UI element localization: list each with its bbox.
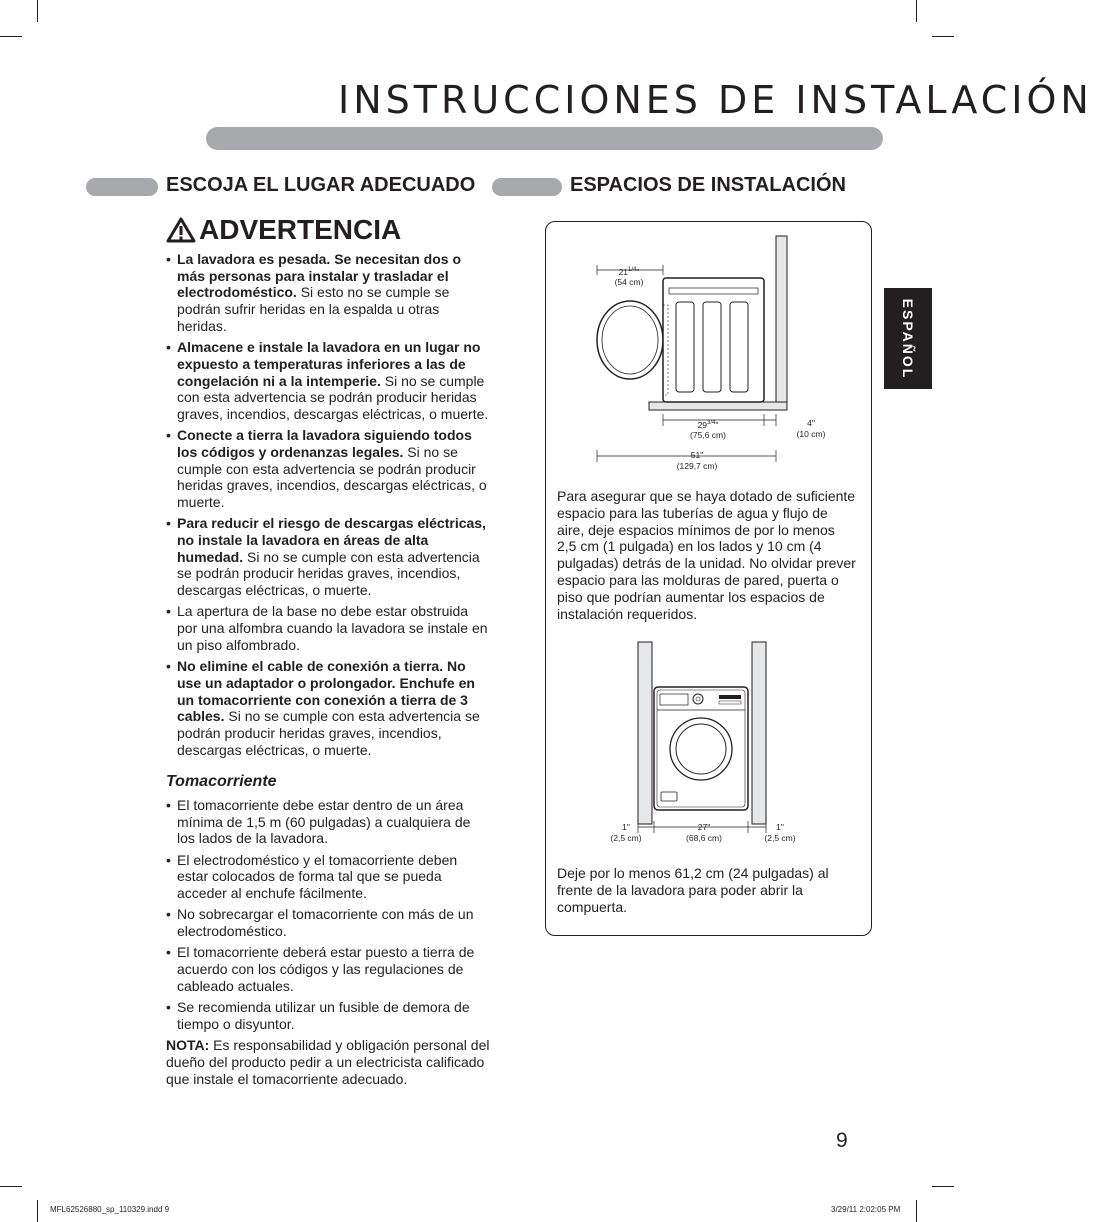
crop-mark xyxy=(0,1186,22,1187)
dim-total: 51" (129,7 cm) xyxy=(676,450,718,471)
footer-file: MFL62526880_sp_110329.indd 9 xyxy=(50,1205,170,1214)
outlet-list xyxy=(166,797,490,1033)
list-item: • Se recomienda utilizar un fusible de demora de tiempo o disyuntor. xyxy=(166,999,490,1032)
crop-mark xyxy=(37,0,38,22)
page-title: INSTRUCCIONES DE INSTALACIÓN xyxy=(338,78,1093,122)
dim-door-width: $21^{1/4}$" (54 cm) xyxy=(614,266,644,288)
language-tab-label: ESPAÑOL xyxy=(900,298,916,379)
front-view-diagram xyxy=(545,630,871,840)
list-item: • La lavadora es pesada. Se necesitan dos o más personas para instalar y trasladar el electrodoméstico. Si esto no se cumple se podrán sufrir heridas en la espalda u otras heridas. xyxy=(166,251,490,335)
front-clearance-paragraph: Deje por lo menos 61,2 cm (24 pulgadas) al frente de la lavadora para poder abrir la compuerta. xyxy=(557,865,829,915)
dim-washer-width: 27" (68,6 cm) xyxy=(686,822,722,843)
warning-list xyxy=(166,251,490,758)
list-item: • Almacene e instale la lavadora en un lugar no expuesto a temperaturas inferiores a las de congelación ni a la intemperie. Si no se cumple con esta advertencia se podrán producir heridas graves, incendios, descargas eléctricas, o muerte. xyxy=(166,339,490,423)
list-item: • El tomacorriente deberá estar puesto a tierra de acuerdo con los códigos y las regulaciones de cableado actuales. xyxy=(166,944,490,994)
note: NOTA: Es responsabilidad y obligación personal del dueño del producto pedir a un electricista calificado que instale el tomacorriente adecuado. xyxy=(166,1037,490,1087)
crop-mark xyxy=(932,1186,954,1187)
list-item: • No elimine el cable de conexión a tierra. No use un adaptador o prolongador. Enchufe en un tomacorriente con conexión a tierra de 3 cables. Si no se cumple con esta advertencia se podrán producir heridas graves, incendios, descargas eléctricas, o muerte. xyxy=(166,658,490,758)
left-column xyxy=(166,251,490,1087)
title-underline-bar xyxy=(206,127,883,150)
footer-timestamp: 3/29/11 2:02:05 PM xyxy=(831,1205,901,1214)
section-pill-left xyxy=(86,178,158,196)
warning-title-text: ADVERTENCIA xyxy=(199,214,402,245)
crop-mark xyxy=(932,36,954,37)
dim-right-gap: 1" (2,5 cm) xyxy=(764,822,796,843)
section-heading-clearances: ESPACIOS DE INSTALACIÓN xyxy=(570,174,846,196)
page-number: 9 xyxy=(836,1129,848,1152)
crop-mark xyxy=(916,0,917,22)
outlet-heading: Tomacorriente xyxy=(166,773,277,791)
section-heading-location: ESCOJA EL LUGAR ADECUADO xyxy=(166,174,476,196)
list-item: • El tomacorriente debe estar dentro de un área mínima de 1,5 m (60 pulgadas) a cualquiera de los lados de la lavadora. xyxy=(166,797,490,847)
list-item: • Para reducir el riesgo de descargas eléctricas, no instale la lavadora en áreas de alta humedad. Si no se cumple con esta advertencia se podrán producir heridas graves, incendios, descargas eléctricas, o muerte. xyxy=(166,515,490,599)
list-item: • Conecte a tierra la lavadora siguiendo todos los códigos y ordenanzas legales. Si no se cumple con esta advertencia se podrán producir heridas graves, incendios, descargas eléctricas, o muerte. xyxy=(166,427,490,511)
dim-left-gap: 1" (2,5 cm) xyxy=(610,822,642,843)
list-item: • La apertura de la base no debe estar obstruida por una alfombra cuando la lavadora se instale en un piso alfombrado. xyxy=(166,603,490,653)
list-item: • El electrodoméstico y el tomacorriente deben estar colocados de forma tal que se pueda acceder al enchufe fácilmente. xyxy=(166,852,490,902)
list-item: • No sobrecargar el tomacorriente con más de un electrodoméstico. xyxy=(166,906,490,939)
warning-triangle-icon xyxy=(166,217,196,243)
warning-title xyxy=(166,214,401,246)
dim-depth: $29^{3/4}$" (75,6 cm) xyxy=(690,419,726,441)
dim-rear: 4" (10 cm) xyxy=(796,418,826,439)
language-tab xyxy=(884,288,932,389)
crop-mark xyxy=(0,36,22,37)
crop-mark xyxy=(37,1200,38,1222)
section-pill-right xyxy=(492,178,562,196)
crop-mark xyxy=(916,1200,917,1222)
clearance-paragraph: Para asegurar que se haya dotado de suficiente espacio para las tuberías de agua y flujo de aire, deje espacios mínimos de por lo menos 2,5 cm (1 pulgada) en los lados y 10 cm (4 pulgadas) detrás de la unidad. No olvidar prever espacio para las molduras de pared, puerta o piso que podrían aumentar los espacios de instalación requeridos. xyxy=(557,488,856,622)
